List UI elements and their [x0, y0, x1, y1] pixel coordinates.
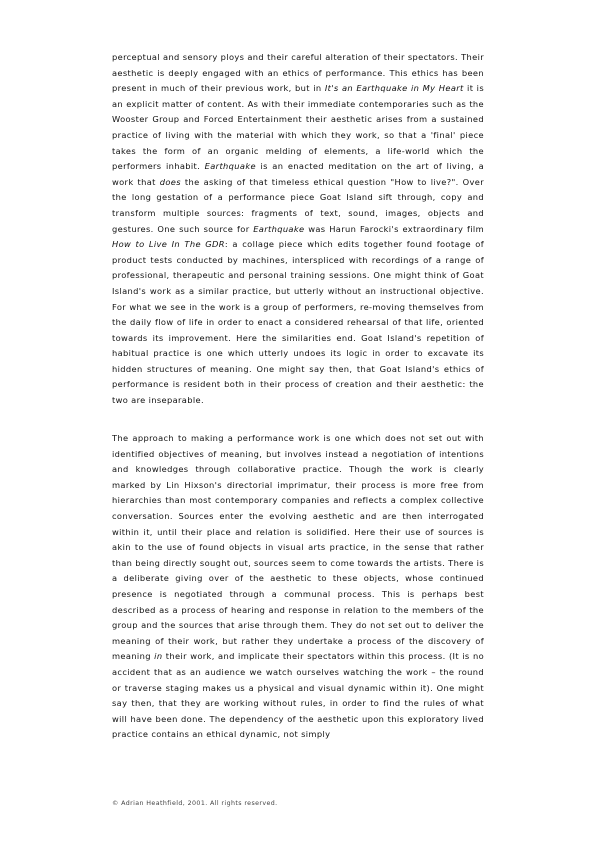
paragraph-1-text: it is an explicit matter of content. As with their immediate contemporaries such as the Wooster Group and Forced Entertainment their aesthetic arises from a sustained practice of living with the material with which they work, so that a 'final' piece takes the form of an organic melding of elements, a life-world which the performers inhabit. — [112, 83, 485, 172]
paragraph-1-text: is an enacted meditation on the art of living, a work that — [112, 161, 485, 187]
emphasis-italic: in — [154, 651, 163, 662]
paragraph-1-text: : a collage piece which edits together found footage of product tests conducted by machines, interspliced with recordings of a range of professional, therapeutic and personal training sessions. One might think of Goat Island's work as a similar practice, but utterly without an instructional objective. For what we see in the work is a group of performers, re-moving themselves from the daily flow of life in order to enact a considered rehearsal of that life, oriented towards its improvement. Here the similarities end. Goat Island's repetition of habitual practice is one which utterly undoes its logic in order to excavate its hidden structures of meaning. One might say then, that Goat Island's ethics of performance is resident both in their process of creation and their aesthetic: the two are inseparable. — [112, 239, 484, 406]
paragraph-2-text: their work, and implicate their spectators within this process. (It is no accident that as an audience we watch ourselves watching the work – the round or traverse staging makes us a physical and visual dynamic within it). One might say then, that they are working without rules, in order to find the rules of what will have been done. The dependency of the aesthetic upon this exploratory lived practice contains an ethical dynamic, not simply — [112, 651, 484, 740]
emphasis-italic: does — [159, 176, 181, 187]
body-paragraph-1 — [112, 50, 484, 409]
paragraph-1-text: perceptual and sensory ploys and their careful alteration of their spectators. Their aesthetic is deeply engaged with an ethics of performance. This ethics has been present in much of their previous work, but in — [112, 52, 484, 94]
work-title-italic: Earthquake — [204, 161, 256, 172]
paragraph-1-text: was Harun Farocki's extraordinary film — [304, 223, 484, 234]
paragraph-1-text: the asking of that timeless ethical question "How to live?". Over the long gestation of a performance piece Goat Island sift through, copy and transform multiple sources: fragments of text, sound, images, objects and gestures. One such source for — [112, 176, 484, 234]
paragraph-2-text: The approach to making a performance work is one which does not set out with identified objectives of meaning, but involves instead a negotiation of intentions and knowledges through collaborative practice. Though the work is clearly marked by Lin Hixson's directorial imprimatur, their process is more free from hierarchies than most contemporary companies and reflects a complex collective conversation. Sources enter the evolving aesthetic and are then interrogated within it, until their place and relation is solidified. Here their use of sources is akin to the use of found objects in visual arts practice, in the sense that rather than being directly sought out, sources seem to come towards the artists. There is a deliberate giving over of the aesthetic to these objects, whose continued presence is negotiated through a communal process. This is perhaps best described as a process of hearing and response in relation to the members of the group and the sources that arise through them. They do not set out to deliver the meaning of their work, but rather they undertake a process of the discovery of meaning — [112, 433, 484, 662]
work-title-italic: Earthquake — [253, 223, 305, 234]
work-title-italic: It's an Earthquake in My Heart — [324, 83, 464, 94]
body-paragraph-2 — [112, 431, 484, 743]
film-title-italic: How to Live In The GDR — [112, 239, 225, 250]
copyright-footer: © Adrian Heathfield, 2001. All rights reserved. — [112, 800, 278, 807]
